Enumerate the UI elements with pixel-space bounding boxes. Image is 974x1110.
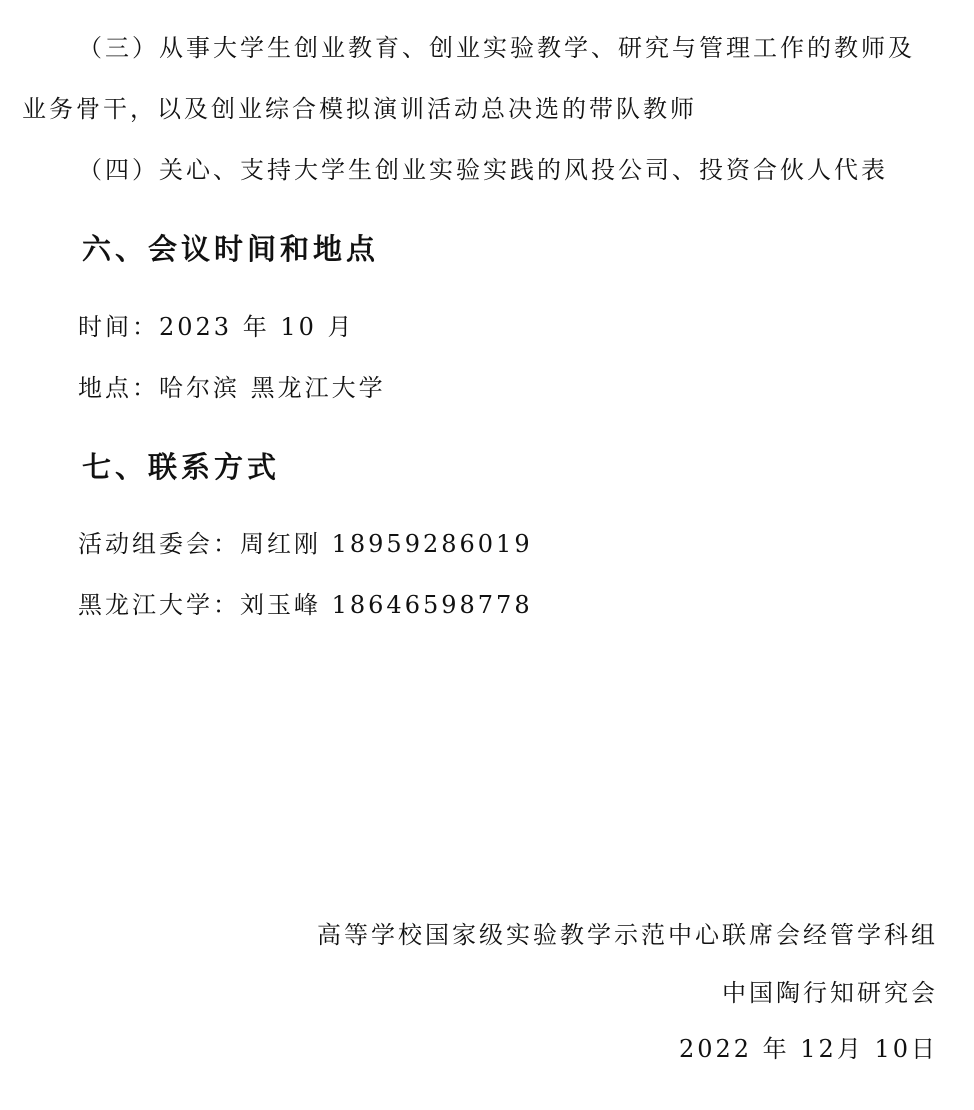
signature-org-1: 高等学校国家级实验教学示范中心联席会经管学科组 xyxy=(317,921,938,949)
participant-item-3-line-2: 业务骨干，以及创业综合模拟演训活动总决选的带队教师 xyxy=(22,95,697,123)
section-6-heading: 六、会议时间和地点 xyxy=(82,232,380,266)
contact-heilongjiang-university: 黑龙江大学：刘玉峰 18646598778 xyxy=(78,591,533,619)
signature-org-2: 中国陶行知研究会 xyxy=(722,979,938,1007)
participant-item-3-line-1: （三）从事大学生创业教育、创业实验教学、研究与管理工作的教师及 xyxy=(78,34,915,62)
signature-date: 2022 年 12月 10日 xyxy=(678,1035,938,1063)
meeting-place: 地点：哈尔滨 黑龙江大学 xyxy=(78,374,386,402)
meeting-time: 时间：2023 年 10 月 xyxy=(78,313,355,341)
participant-item-4: （四）关心、支持大学生创业实验实践的风投公司、投资合伙人代表 xyxy=(78,156,888,184)
section-7-heading: 七、联系方式 xyxy=(82,450,281,484)
contact-organizing-committee: 活动组委会：周红刚 18959286019 xyxy=(78,530,533,558)
